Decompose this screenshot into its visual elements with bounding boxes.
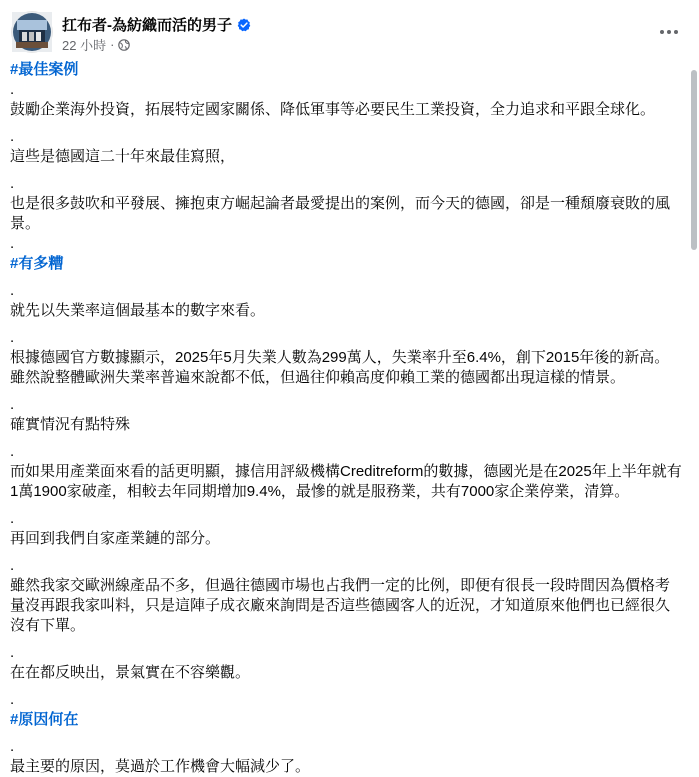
more-dots-icon (659, 29, 679, 35)
post-paragraph: 這些是德國這二十年來最佳寫照， (10, 148, 236, 165)
dot-spacer: . (10, 175, 15, 192)
dot-spacer: . (10, 557, 15, 574)
post-paragraph: 根據德國官方數據顯示，2025年5月失業人數為299萬人，失業率升至6.4%，創下2015年後的新高。雖然說整體歐洲失業率普遍來說都不低，但過往仰賴高度仰賴工業的德國都出現這樣的情景。 (10, 349, 670, 386)
author-name-link[interactable] (62, 14, 251, 35)
hashtag-link[interactable]: #原因何在 (10, 711, 79, 728)
post-paragraph: 最主要的原因，莫過於工作機會大幅減少了。 (10, 758, 311, 775)
post-paragraph: 雖然我家交歐洲線產品不多，但過往德國市場也占我們一定的比例，即便有很長一段時間因為價格考量沒再跟我家叫料，只是這陣子成衣廠來詢問是否這些德國客人的近況，才知道原來他們也已經很久沒有下單。 (10, 577, 671, 634)
post-paragraph: 再回到我們自家產業鏈的部分。 (10, 530, 221, 547)
dot-spacer: . (10, 81, 15, 98)
dot-spacer: . (10, 691, 15, 708)
post-paragraph: 在在都反映出，景氣實在不容樂觀。 (10, 664, 251, 681)
post-body (10, 60, 682, 777)
dot-spacer: . (10, 443, 15, 460)
post-paragraph: 而如果用產業面來看的話更明顯，據信用評級機構Creditreform的數據，德國光是在2025年上半年就有1萬1900家破產，相較去年同期增加9.4%，最慘的就是服務業，共有7000家企業停業，清算。 (10, 463, 682, 500)
verified-badge-icon (237, 18, 251, 32)
scrollbar-thumb[interactable] (691, 70, 697, 250)
hashtag-link[interactable]: #有多糟 (10, 255, 64, 272)
dot-spacer: . (10, 329, 15, 346)
avatar[interactable] (12, 12, 52, 52)
author-name[interactable]: 扛布者-為紡織而活的男子 (62, 17, 232, 34)
avatar-photo-icon (12, 12, 52, 52)
dot-spacer: . (10, 282, 15, 299)
globe-icon[interactable] (118, 39, 130, 51)
dot-spacer: . (10, 644, 15, 661)
post-paragraph: 確實情況有點特殊 (10, 416, 131, 433)
dot-spacer: . (10, 128, 15, 145)
dot-spacer: . (10, 510, 15, 527)
dot-spacer: . (10, 396, 15, 413)
scrollbar[interactable] (689, 0, 699, 711)
dot-spacer: . (10, 738, 15, 755)
post-paragraph: 鼓勵企業海外投資，拓展特定國家關係、降低軍事等必要民生工業投資，全力追求和平跟全球化。 (10, 101, 656, 118)
more-options-button[interactable] (655, 18, 683, 46)
hashtag-link[interactable]: #最佳案例 (10, 61, 79, 78)
meta-separator: · (110, 37, 115, 52)
dot-spacer: . (10, 235, 15, 252)
post-paragraph: 就先以失業率這個最基本的數字來看。 (10, 302, 266, 319)
post-paragraph: 也是很多鼓吹和平發展、擁抱東方崛起論者最愛提出的案例，而今天的德國，卻是一種頹廢衰敗的風景。 (10, 195, 671, 232)
post-header (12, 12, 687, 54)
post-meta (62, 35, 130, 54)
post-timestamp[interactable]: 22 小時 (62, 38, 107, 53)
